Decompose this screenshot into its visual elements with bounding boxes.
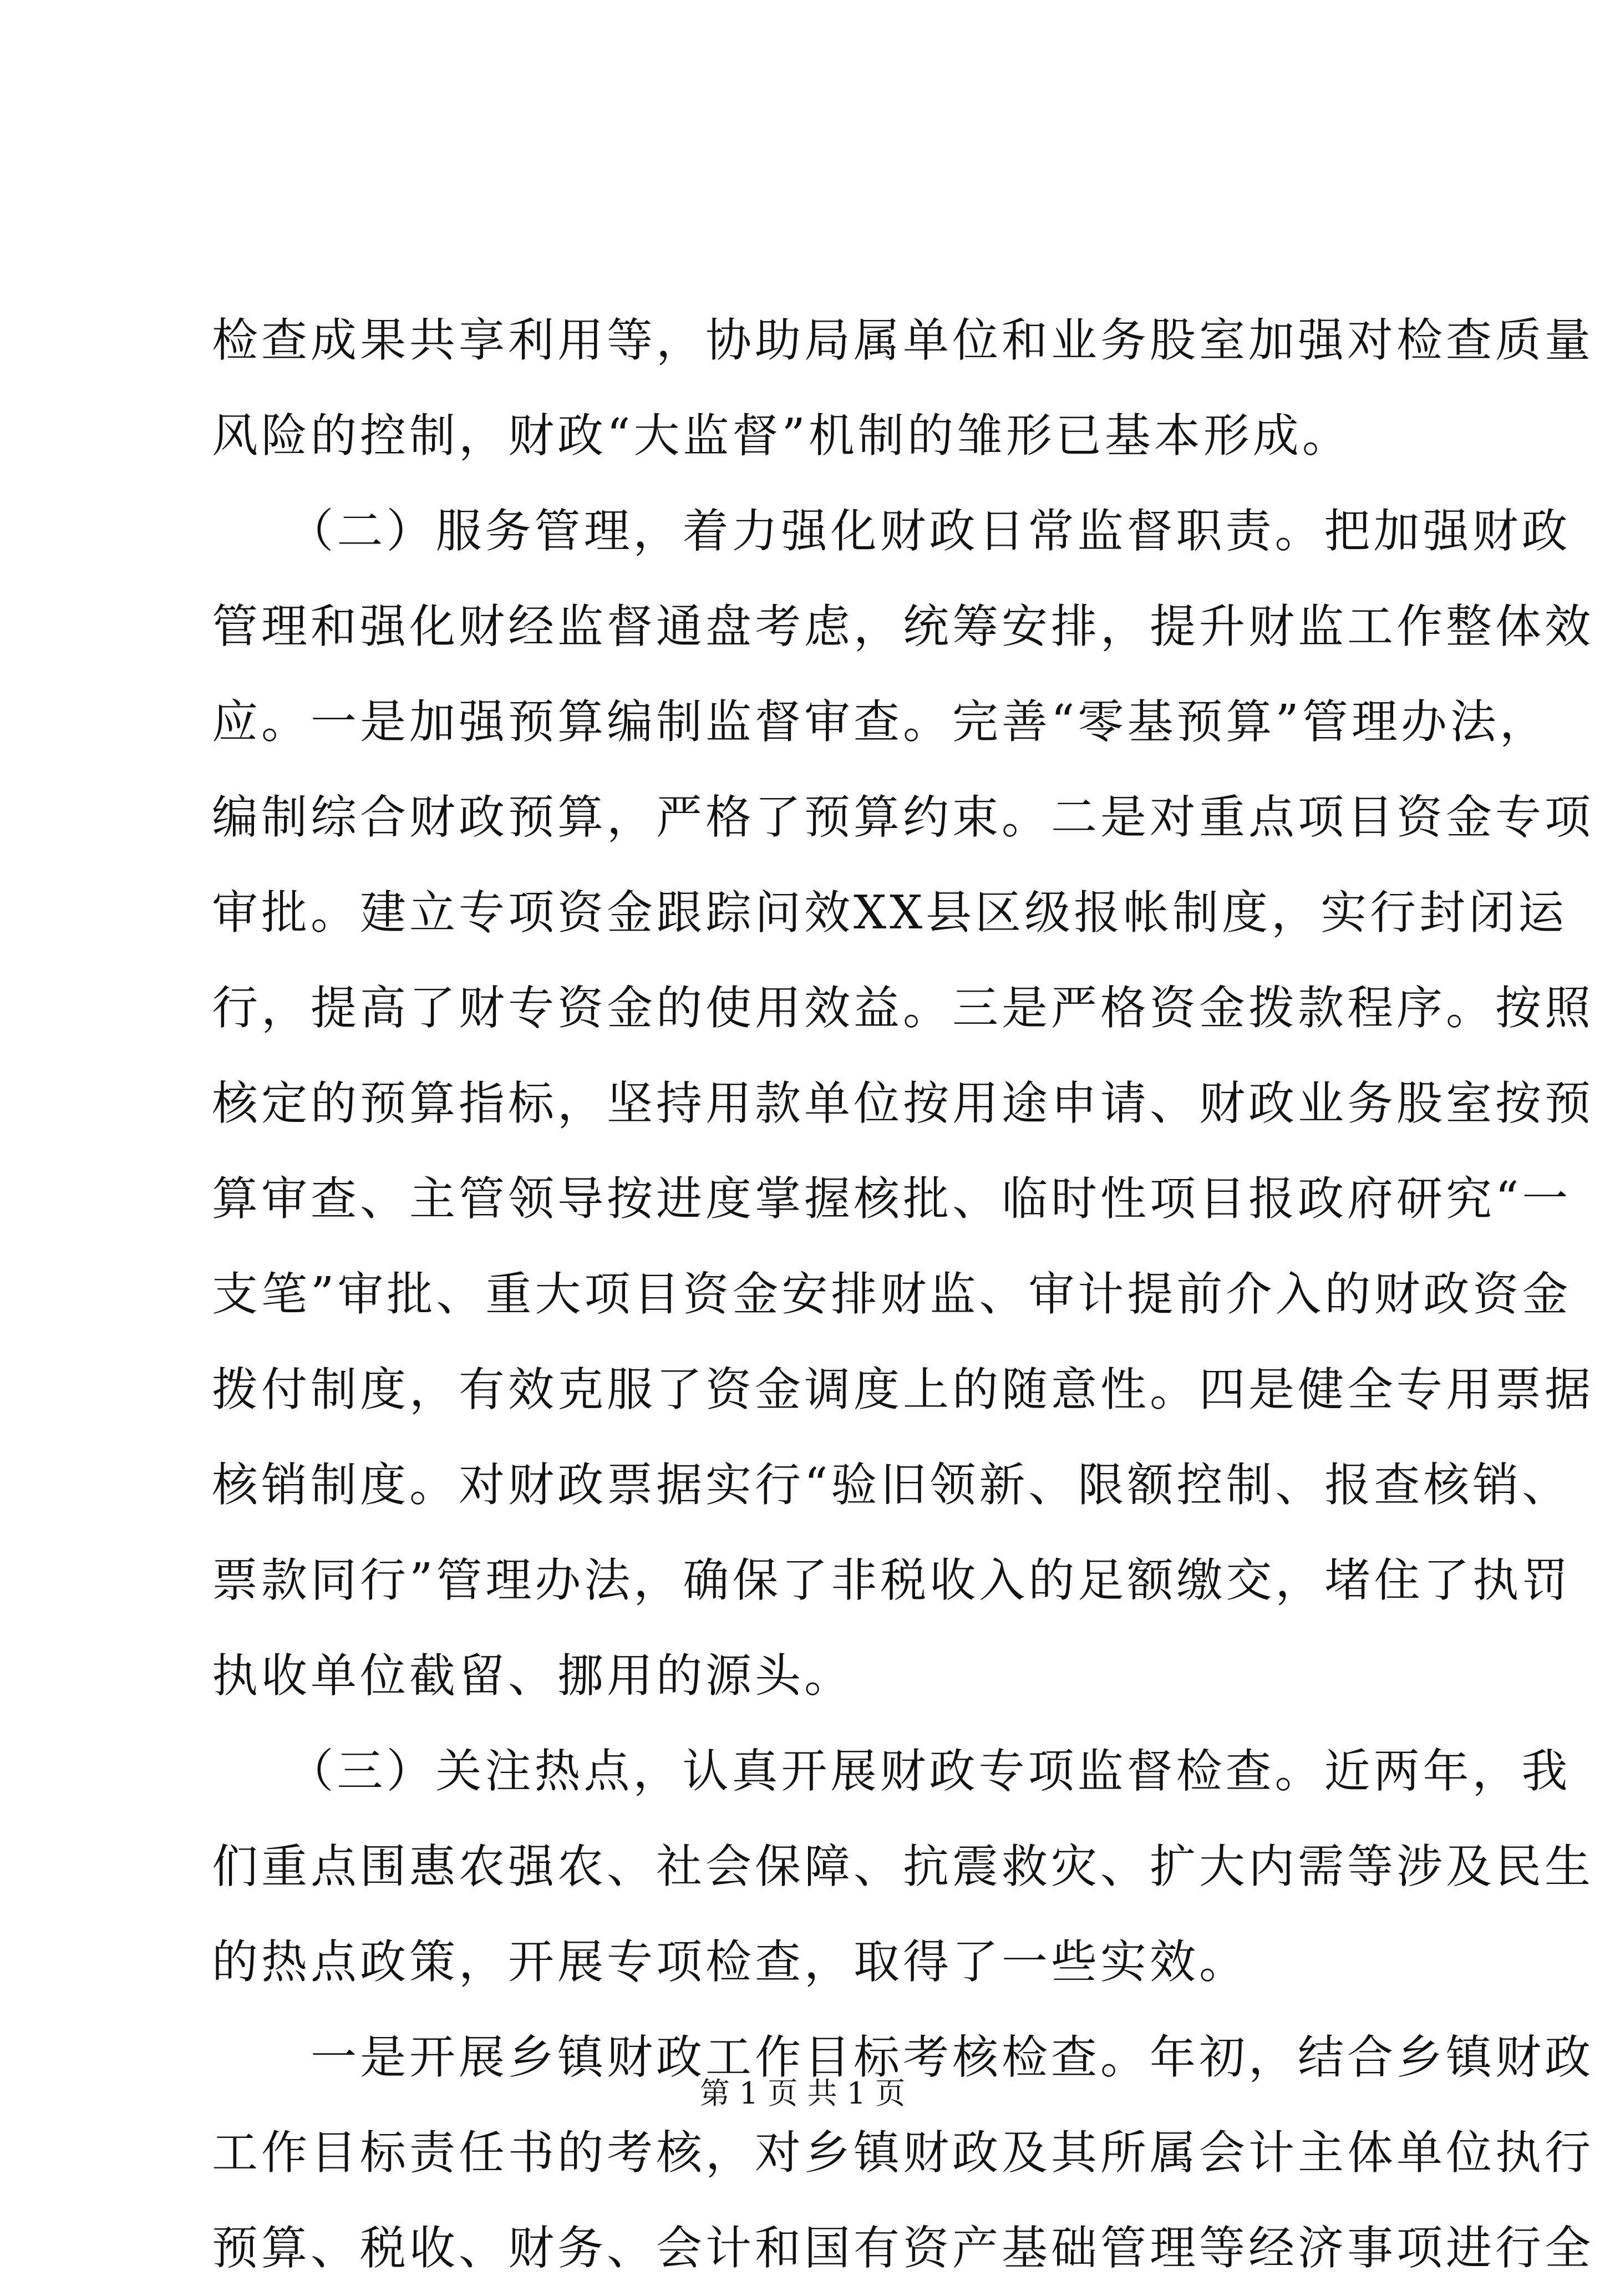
text-line: 检查成果共享利用等，协助局属单位和业务股室加强对检查质量	[212, 313, 1594, 367]
text-line: 核销制度。对财政票据实行“验旧领新、限额控制、报查核销、	[212, 1458, 1572, 1512]
text-line: （三）关注热点，认真开展财政专项监督检查。近两年，我	[212, 1744, 1571, 1798]
text-line: 管理和强化财经监督通盘考虑，统筹安排，提升财监工作整体效	[212, 600, 1594, 653]
text-line: 编制综合财政预算，严格了预算约束。二是对重点项目资金专项	[212, 790, 1594, 844]
text-line: 的热点政策，开展专项检查，取得了一些实效。	[212, 1935, 1248, 1989]
text-line: 核定的预算指标，坚持用款单位按用途申请、财政业务股室按预	[212, 1076, 1594, 1130]
text-line: 算审查、主管领导按进度掌握核批、临时性项目报政府研究“一	[212, 1172, 1572, 1226]
text-line: 一是开展乡镇财政工作目标考核检查。年初，结合乡镇财政	[212, 2030, 1594, 2084]
text-line: 预算、税收、财务、会计和国有资产基础管理等经济事项进行全	[212, 2221, 1594, 2275]
text-line: 拨付制度，有效克服了资金调度上的随意性。四是健全专用票据	[212, 1363, 1594, 1416]
text-line: 执收单位截留、挪用的源头。	[212, 1649, 854, 1703]
text-line: 行，提高了财专资金的使用效益。三是严格资金拨款程序。按照	[212, 981, 1594, 1035]
page-footer	[0, 2071, 1605, 2116]
text-line: 支笔”审批、重大项目资金安排财监、审计提前介入的财政资金	[212, 1267, 1572, 1321]
page-number-label: 第 1 页 共 1 页	[699, 2076, 906, 2111]
text-line: 应。一是加强预算编制监督审查。完善“零基预算”管理办法，	[212, 695, 1549, 749]
text-line: 风险的控制，财政“大监督”机制的雏形已基本形成。	[212, 409, 1352, 463]
text-line: 工作目标责任书的考核，对乡镇财政及其所属会计主体单位执行	[212, 2126, 1594, 2180]
text-line: 们重点围惠农强农、社会保障、抗震救灾、扩大内需等涉及民生	[212, 1840, 1594, 1893]
text-line: 票款同行”管理办法，确保了非税收入的足额缴交，堵住了执罚	[212, 1553, 1572, 1607]
document-body	[212, 293, 1594, 2296]
text-line: （二）服务管理，着力强化财政日常监督职责。把加强财政	[212, 504, 1571, 558]
text-line: 审批。建立专项资金跟踪问效XX县区级报帐制度，实行封闭运	[212, 886, 1568, 939]
